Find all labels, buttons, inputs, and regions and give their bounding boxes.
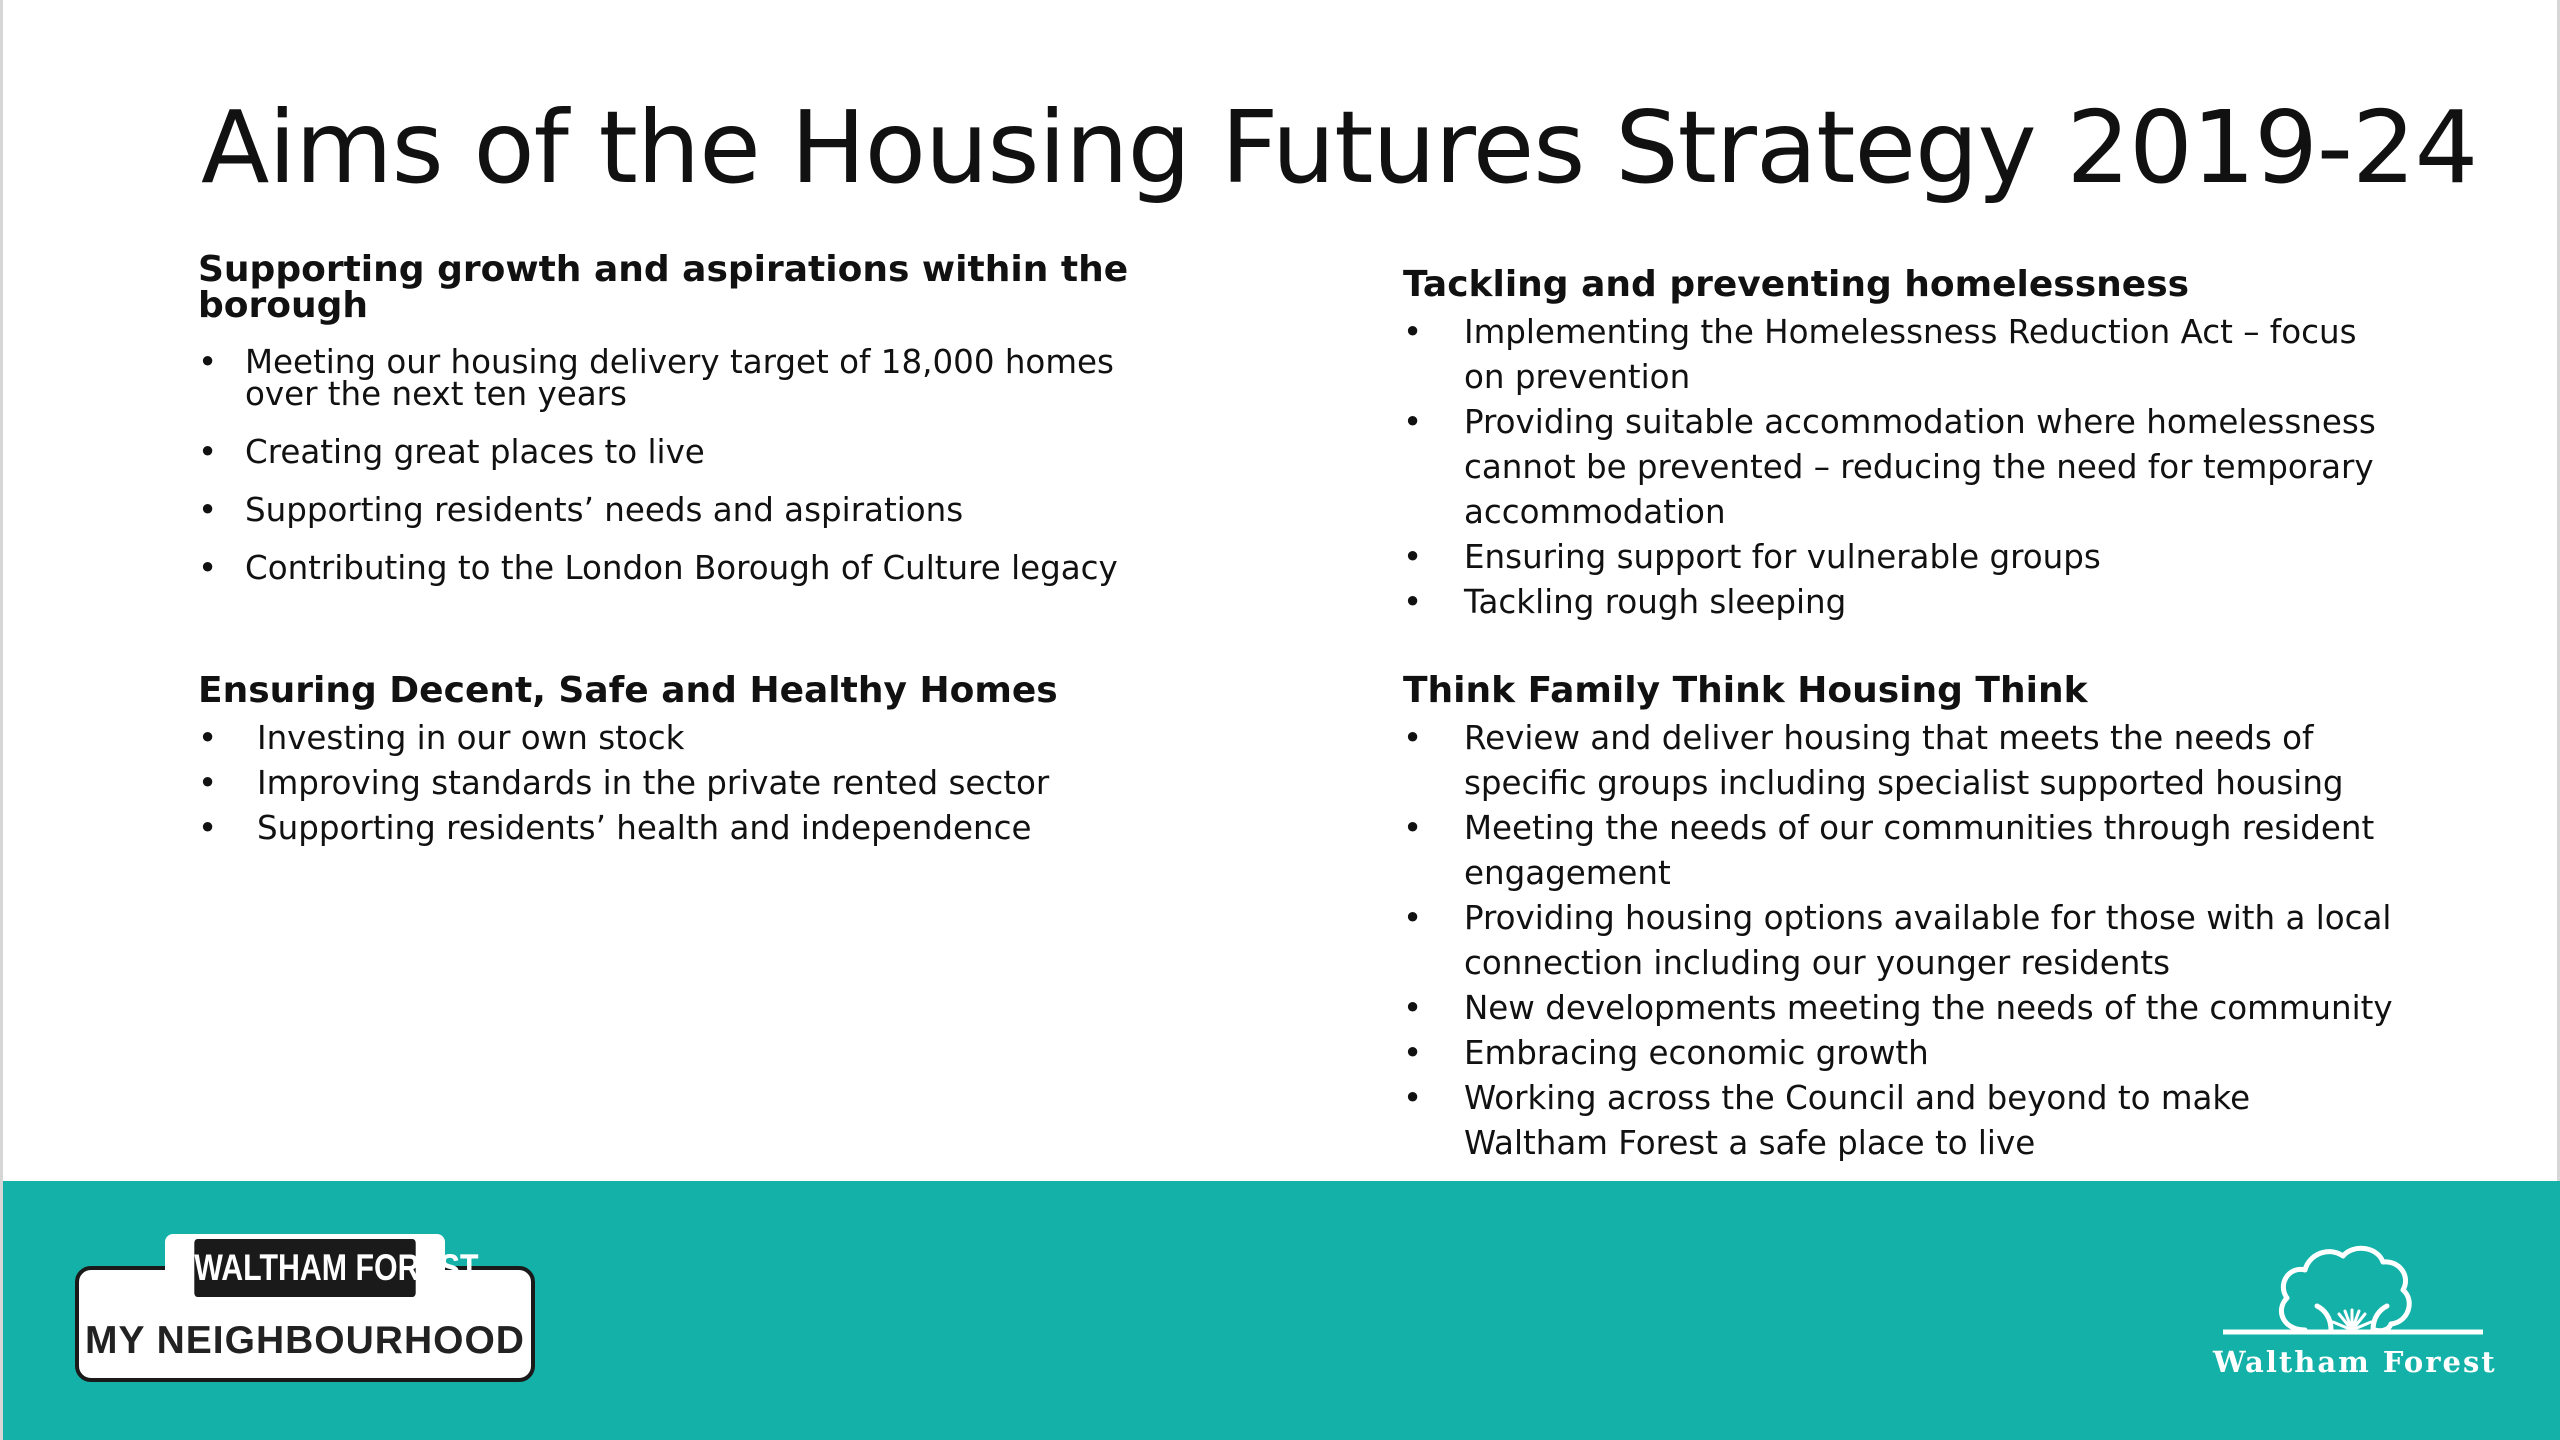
list-item xyxy=(1403,1031,2403,1076)
bullet-list xyxy=(1403,310,2403,625)
list-item xyxy=(1403,535,2403,580)
bullet-icon: • xyxy=(198,719,218,757)
bullet-list xyxy=(1403,716,2403,1166)
section-heading: Supporting growth and aspirations within the borough xyxy=(198,249,1129,326)
section-heading: Think Family Think Housing Think xyxy=(1403,670,2088,711)
slide-title: Aims of the Housing Futures Strategy 2019-24 xyxy=(201,89,2478,206)
list-item xyxy=(1403,896,2403,986)
bullet-icon: • xyxy=(1403,583,1423,621)
list-item xyxy=(198,343,1138,413)
bullet-icon: • xyxy=(198,764,218,802)
list-item-text: Providing housing options available for those with a local connection including our younger residents xyxy=(1464,899,2392,982)
list-item xyxy=(1403,1076,2403,1166)
section-homelessness xyxy=(1403,266,2403,625)
bullet-icon: • xyxy=(198,491,218,529)
bullet-icon: • xyxy=(198,433,218,471)
bullet-icon: • xyxy=(1403,538,1423,576)
bullet-icon: • xyxy=(1403,719,1423,757)
list-item-text: Tackling rough sleeping xyxy=(1464,583,1847,621)
list-item-text: Embracing economic growth xyxy=(1464,1034,1929,1072)
bullet-icon: • xyxy=(1403,989,1423,1027)
waltham-forest-badge-text: WALTHAM FOREST xyxy=(194,1239,415,1297)
bullet-list xyxy=(198,716,1198,851)
list-item xyxy=(198,806,1198,851)
list-item xyxy=(198,433,1138,471)
list-item xyxy=(198,549,1138,587)
bullet-icon: • xyxy=(1403,899,1423,937)
list-item xyxy=(1403,806,2403,896)
section-heading: Ensuring Decent, Safe and Healthy Homes xyxy=(198,670,1058,711)
section-heading: Tackling and preventing homelessness xyxy=(1403,264,2190,305)
bullet-icon: • xyxy=(198,809,218,847)
bullet-icon: • xyxy=(1403,809,1423,847)
list-item xyxy=(1403,400,2403,535)
list-item-text: Improving standards in the private rented sector xyxy=(257,764,1050,802)
list-item-text: Providing suitable accommodation where homelessness cannot be prevented – reducing the need for temporary accommodation xyxy=(1464,403,2376,531)
list-item xyxy=(1403,580,2403,625)
bullet-icon: • xyxy=(1403,1034,1423,1072)
bullet-icon: • xyxy=(1403,403,1423,441)
list-item-text: Creating great places to live xyxy=(245,433,705,471)
my-neighbourhood-logo-text: MY NEIGHBOURHOOD xyxy=(85,1319,525,1362)
bullet-icon: • xyxy=(1403,1079,1423,1117)
waltham-forest-logo-text: Waltham Forest xyxy=(2213,1345,2497,1379)
list-item-text: Working across the Council and beyond to make Waltham Forest a safe place to live xyxy=(1464,1079,2251,1162)
section-think-family xyxy=(1403,672,2403,1166)
bullet-list xyxy=(198,343,1138,587)
list-item-text: Contributing to the London Borough of Culture legacy xyxy=(245,549,1118,587)
list-item xyxy=(1403,716,2403,806)
list-item xyxy=(198,761,1198,806)
list-item xyxy=(1403,310,2403,400)
list-item-text: Meeting the needs of our communities through resident engagement xyxy=(1464,809,2375,892)
list-item-text: Supporting residents’ health and independence xyxy=(257,809,1032,847)
bullet-icon: • xyxy=(198,343,218,381)
list-item-text: Supporting residents’ needs and aspirations xyxy=(245,491,964,529)
section-growth xyxy=(198,249,1138,610)
list-item xyxy=(1403,986,2403,1031)
list-item-text: Ensuring support for vulnerable groups xyxy=(1464,538,2101,576)
list-item-text: Investing in our own stock xyxy=(257,719,685,757)
list-item-text: New developments meeting the needs of the community xyxy=(1464,989,2393,1027)
list-item-text: Implementing the Homelessness Reduction Act – focus on prevention xyxy=(1464,313,2357,396)
bullet-icon: • xyxy=(198,549,218,587)
list-item xyxy=(198,491,1138,529)
list-item-text: Review and deliver housing that meets the needs of specific groups including specialist supported housing xyxy=(1464,719,2344,802)
section-decent-homes xyxy=(198,672,1198,851)
list-item xyxy=(198,716,1198,761)
bullet-icon: • xyxy=(1403,313,1423,351)
list-item-text: Meeting our housing delivery target of 18,000 homes over the next ten years xyxy=(245,343,1114,413)
waltham-forest-logo-badge xyxy=(165,1234,479,1302)
